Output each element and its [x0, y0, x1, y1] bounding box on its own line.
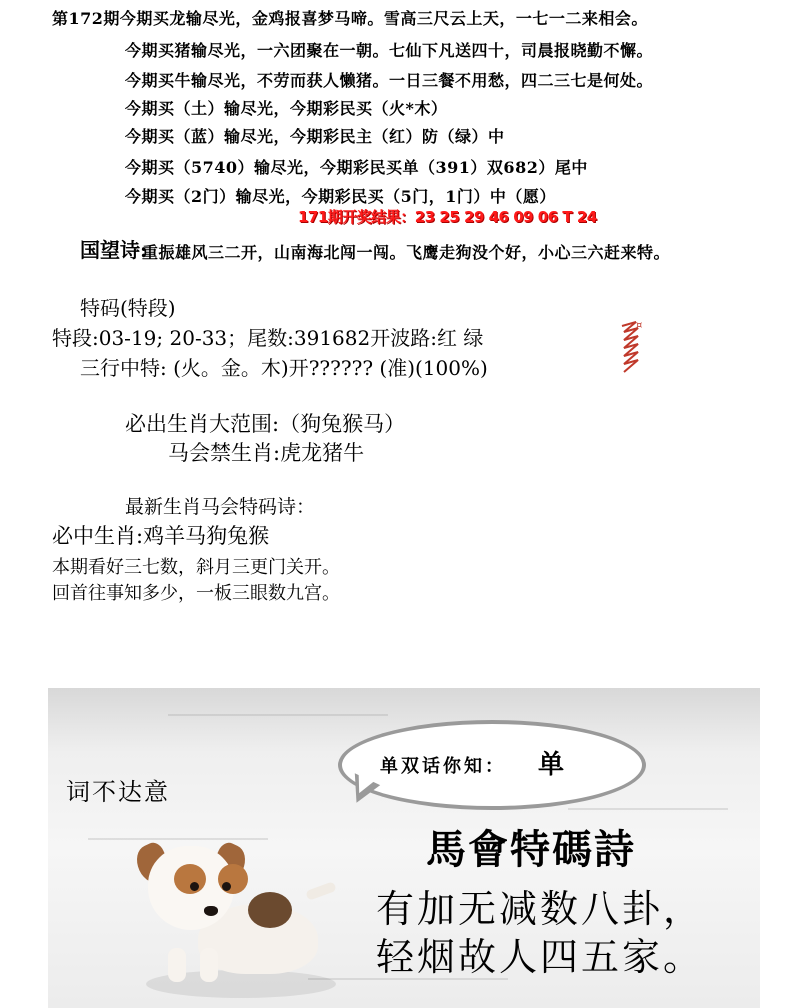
sanxing-line: 三行中特: (火。金。木)开?????? (准)(100%) — [80, 356, 488, 380]
tema-label: 特码(特段) — [80, 296, 176, 320]
bottom-banner — [48, 688, 760, 1008]
poem-label: 国望诗: — [80, 238, 148, 262]
prediction-line-5: 今期买（蓝）输尽光，今期彩民主（红）防（绿）中 — [125, 127, 505, 146]
kanhao-line-2: 回首往事知多少，一板三眼数九宫。 — [52, 583, 340, 604]
cibu-text: 词不达意 — [66, 778, 170, 806]
right-margin — [760, 230, 808, 1008]
prediction-line-6: 今期买（5740）输尽光，今期彩民买单（391）双682）尾中 — [125, 158, 588, 177]
danshuang-label: 单双话你知： — [380, 756, 506, 777]
prediction-line-7: 今期买（2门）输尽光，今期彩民买（5门，1门）中（愿） — [125, 187, 556, 206]
bizhong-line: 必中生肖:鸡羊马狗兔猴 — [52, 524, 270, 548]
prediction-line-1: 第172期今期买龙输尽光，金鸡报喜梦马啼。雪高三尺云上天，一七一二来相会。 — [52, 9, 648, 28]
draw-result: 171期开奖结果：23 25 29 46 09 06 T 24 — [298, 208, 597, 226]
banner-poem-line-2: 轻烟故人四五家。 — [376, 935, 705, 979]
banner-poem-line-1: 有加无减数八卦， — [376, 887, 705, 931]
prediction-line-3: 今期买牛输尽光，不劳而获人懒猪。一日三餐不用愁，四二三七是何处。 — [125, 71, 654, 90]
kanhao-line-1: 本期看好三七数，斜月三更门关开。 — [52, 557, 340, 578]
poem-text: 重振雄风三二开，山南海北闯一闯。飞鹰走狗没个好，小心三六赶来特。 — [142, 243, 671, 262]
newpoem-heading: 最新生肖马会特码诗： — [125, 496, 316, 518]
streak — [568, 808, 728, 810]
percent-badge-icon — [614, 318, 644, 378]
badge-mark: ¤ — [636, 320, 643, 331]
prediction-line-4: 今期买（土）输尽光，今期彩民买（火*木） — [125, 99, 448, 118]
streak — [168, 714, 388, 716]
banner-title: 馬會特碼詩 — [426, 827, 636, 873]
left-margin — [0, 0, 48, 1008]
prediction-line-2: 今期买猪输尽光，一六团聚在一朝。七仙下凡送四十，司晨报晓勤不懈。 — [125, 41, 654, 60]
puppy-icon — [128, 838, 338, 998]
jinsheng-line: 马会禁生肖:虎龙猪牛 — [168, 441, 365, 465]
teduan-line: 特段:03-19; 20-33；尾数:391682开波路:红 绿 — [52, 326, 484, 350]
danshuang-answer: 单 — [538, 750, 565, 780]
bichu-line: 必出生肖大范围:（狗兔猴马） — [125, 412, 406, 436]
